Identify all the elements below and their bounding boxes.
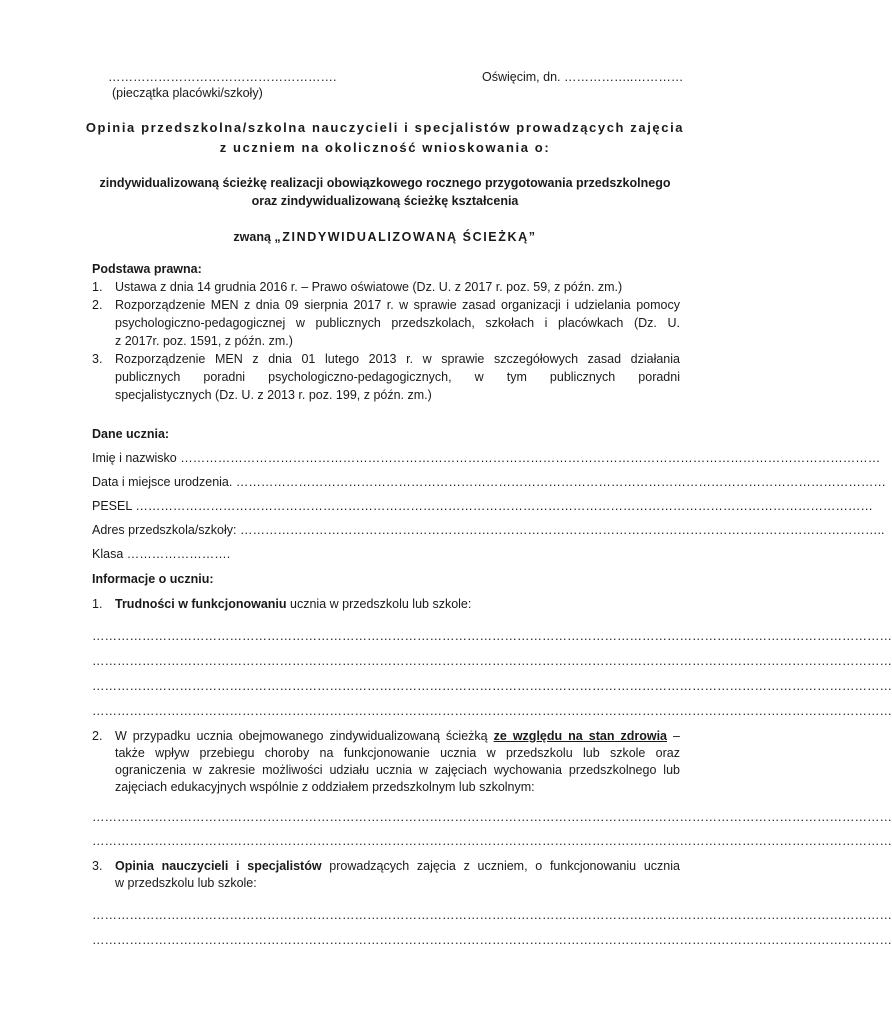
q1-text	[115, 597, 471, 611]
subject-line-2: oraz zindywidualizowaną ścieżkę kształcenia	[251, 194, 519, 208]
student-heading: Dane ucznia:	[92, 427, 170, 441]
q2-post: –	[667, 729, 680, 743]
field-dots: ………………………………………………………………………………………………………………………………………..	[240, 523, 885, 537]
named-prefix: zwaną	[233, 230, 271, 244]
answer-line[interactable]: …………………………………………………………………………………………………………………………………………………………………………	[92, 704, 892, 718]
legal-item-num: 1.	[92, 280, 103, 294]
stamp-dots: ……………………………………………….	[108, 70, 337, 84]
legal-item-text: specjalistycznych (Dz. U. z 2013 r. poz. 199, z późn. zm.)	[115, 388, 432, 402]
field-dots: ……………………………………………………………………………………………………………………………………………………………	[135, 499, 873, 513]
legal-item-text: z 2017r. poz. 1591, z późn. zm.)	[115, 334, 293, 348]
field-dots: …………………….	[126, 547, 231, 561]
legal-item-num: 3.	[92, 352, 103, 366]
answer-line[interactable]: …………………………………………………………………………………………………………………………………………………………………………	[92, 810, 892, 824]
named-value: „ZINDYWIDUALIZOWANĄ ŚCIEŻKĄ”	[274, 230, 537, 244]
q2-pre: W przypadku ucznia obejmowanego zindywidualizowaną ścieżką	[115, 729, 494, 743]
q1-bold: Trudności w funkcjonowaniu	[115, 597, 287, 611]
field-dots: ……………………………………………………………………………………………………………………………………………………	[180, 451, 881, 465]
legal-item-num: 2.	[92, 298, 103, 312]
q2-line-4: zajęciach edukacyjnych wspólnie z oddziałem przedszkolnym lub szkolnym:	[115, 780, 535, 794]
field-label: Klasa	[92, 547, 124, 561]
answer-line[interactable]: …………………………………………………………………………………………………………………………………………………………………………	[92, 679, 892, 693]
stamp-label: (pieczątka placówki/szkoły)	[112, 86, 263, 100]
q3-bold: Opinia nauczycieli i specjalistów	[115, 859, 322, 873]
legal-item-text: Ustawa z dnia 14 grudnia 2016 r. – Prawo oświatowe (Dz. U. z 2017 r. poz. 59, z późn. zm.)	[115, 280, 623, 294]
q2-underlined: ze względu na stan zdrowia	[493, 729, 668, 743]
answer-line[interactable]: …………………………………………………………………………………………………………………………………………………………………………	[92, 629, 892, 643]
field-name[interactable]	[92, 451, 881, 465]
q3-rest: prowadzących zajęcia z uczniem, o funkcjonowaniu ucznia	[321, 859, 680, 873]
q1-num: 1.	[92, 597, 103, 611]
field-label: PESEL	[92, 499, 132, 513]
field-label: Imię i nazwisko	[92, 451, 177, 465]
named-as	[0, 230, 770, 244]
legal-item-text: Rozporządzenie MEN z dnia 09 sierpnia 2017 r. w sprawie zasad organizacji i udzielania pomocy	[115, 298, 680, 312]
legal-item-text: publicznych poradni psychologiczno-pedagogicznych, w tym publicznych poradni	[115, 370, 680, 384]
field-class[interactable]	[92, 547, 230, 561]
answer-line[interactable]: …………………………………………………………………………………………………………………………………………………………………………	[92, 834, 892, 848]
title-line-2: z uczniem na okoliczność wnioskowania o:	[219, 140, 551, 155]
q3-num: 3.	[92, 859, 103, 873]
field-address[interactable]	[92, 523, 885, 537]
place-date: Oświęcim, dn. ……………..…………	[482, 70, 684, 84]
q2-line-3: ograniczenia w zakresie możliwości udziału ucznia w zajęciach wychowania przedszkolnego lub	[115, 763, 680, 777]
q3-line-1	[115, 859, 680, 873]
field-dots: …………………………………………………………………………………………………………………………………………	[235, 475, 886, 489]
field-label: Adres przedszkola/szkoły:	[92, 523, 237, 537]
info-heading: Informacje o uczniu:	[92, 572, 214, 586]
field-label: Data i miejsce urodzenia.	[92, 475, 233, 489]
q2-num: 2.	[92, 729, 103, 743]
q2-line-1	[115, 729, 680, 743]
legal-item-text: psychologiczno-pedagogicznej w publicznych przedszkolach, szkołach i placówkach (Dz. U.	[115, 316, 680, 330]
field-pesel[interactable]	[92, 499, 873, 513]
subject-line-1: zindywidualizowaną ścieżkę realizacji obowiązkowego rocznego przygotowania przedszkolnego	[99, 176, 671, 190]
answer-line[interactable]: …………………………………………………………………………………………………………………………………………………………………………	[92, 933, 892, 947]
q2-line-2: także wpływ przebiegu choroby na funkcjonowanie ucznia w przedszkolu lub szkole oraz	[115, 746, 680, 760]
title-line-1: Opinia przedszkolna/szkolna nauczycieli i specjalistów prowadzących zajęcia	[85, 120, 685, 135]
answer-line[interactable]: …………………………………………………………………………………………………………………………………………………………………………	[92, 654, 892, 668]
answer-line[interactable]: …………………………………………………………………………………………………………………………………………………………………………	[92, 908, 892, 922]
legal-item-text: Rozporządzenie MEN z dnia 01 lutego 2013 r. w sprawie szczegółowych zasad działania	[115, 352, 680, 366]
field-birth[interactable]	[92, 475, 886, 489]
q1-rest: ucznia w przedszkolu lub szkole:	[286, 597, 472, 611]
q3-line-2: w przedszkolu lub szkole:	[115, 876, 257, 890]
legal-basis-heading: Podstawa prawna:	[92, 262, 202, 276]
